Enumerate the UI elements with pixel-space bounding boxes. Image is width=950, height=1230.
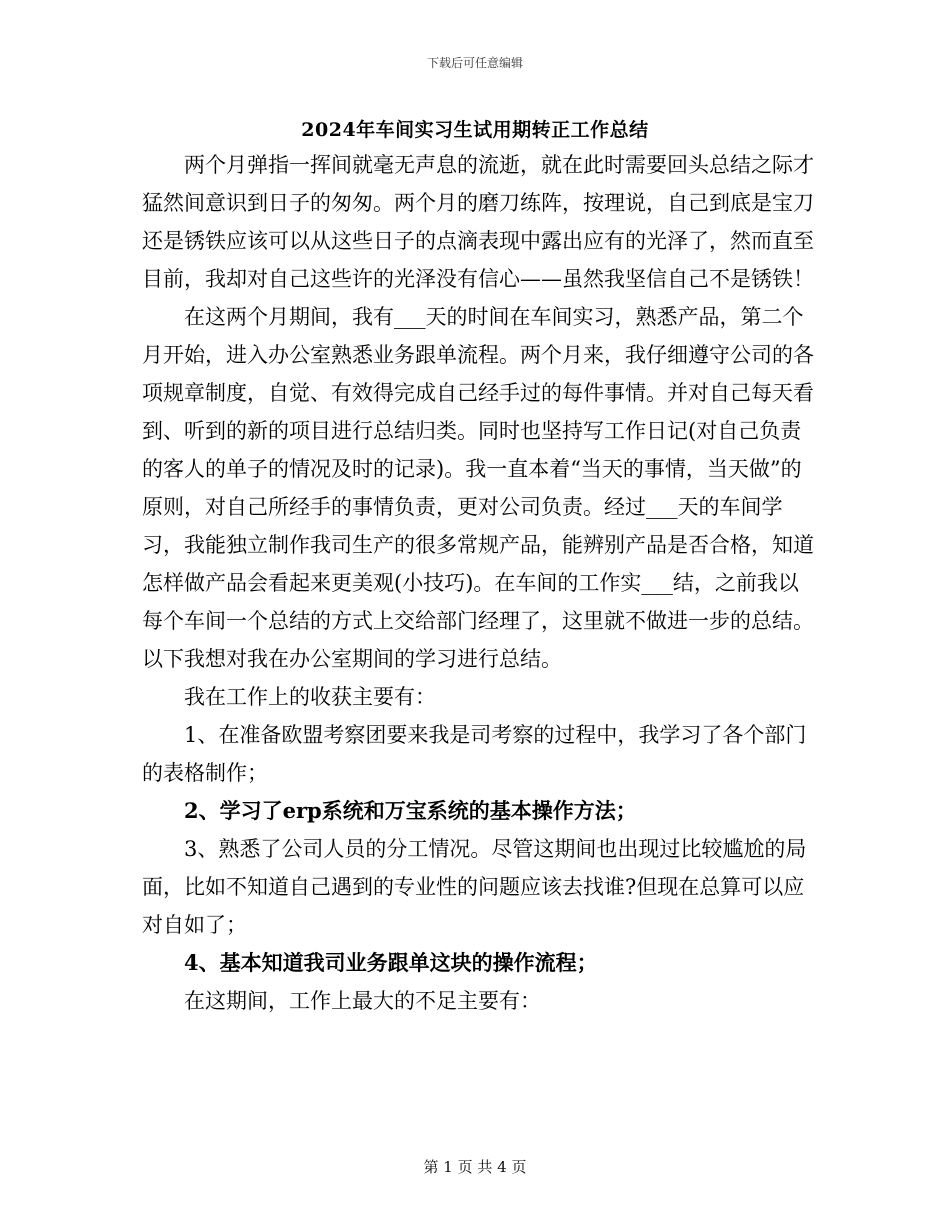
paragraph-intro: 两个月弹指一挥间就毫无声息的流逝，就在此时需要回头总结之际才猛然间意识到日子的匆匆。两个月的磨刀练阵，按理说，自己到底是宝刀还是锈铁应该可以从这些日子的点滴表现中露出应有的光泽了，然而直至目前，我却对自己这些许的光泽没有信心——虽然我坚信自己不是锈铁！	[142, 153, 814, 291]
paragraph-shortcomings-heading: 在这期间，工作上最大的不足主要有：	[184, 989, 541, 1013]
paragraph-internship: 在这两个月期间，我有___天的时间在车间实习，熟悉产品，第二个月开始，进入办公室熟悉业务跟单流程。两个月来，我仔细遵守公司的各项规章制度，自觉、有效得完成自己经手过的每件事情。并对自己每天看到、听到的新的项目进行总结归类。同时也坚持写工作日记(对自己负责的客人的单子的情况及时的记录)。我一直本着“当天的事情，当天做”的原则，对自己所经手的事情负责，更对公司负责。经过___天的车间学习，我能独立制作我司生产的很多常规产品，能辨别产品是否合格，知道怎样做产品会看起来更美观(小技巧)。在车间的工作实___结，之前我以每个车间一个总结的方式上交给部门经理了，这里就不做进一步的总结。以下我想对我在办公室期间的学习进行总结。	[142, 305, 814, 671]
document-title: 2024年车间实习生试用期转正工作总结	[301, 119, 649, 141]
document-body	[142, 146, 818, 1020]
page-indicator: 第 1 页 共 4 页	[423, 1158, 527, 1176]
list-item-2: 2、学习了erp系统和万宝系统的基本操作方法；	[184, 798, 637, 823]
paragraph-gains-heading: 我在工作上的收获主要有：	[184, 685, 436, 709]
list-item-1: 1、在准备欧盟考察团要来我是司考察的过程中，我学习了各个部门的表格制作；	[142, 723, 807, 785]
list-item-3: 3、熟悉了公司人员的分工情况。尽管这期间也出现过比较尴尬的局面，比如不知道自己遇到的专业性的问题应该去找谁?但现在总算可以应对自如了；	[142, 837, 807, 937]
header-note: 下载后可任意编辑	[426, 56, 523, 70]
list-item-4: 4、基本知道我司业务跟单这块的操作流程；	[184, 950, 598, 975]
